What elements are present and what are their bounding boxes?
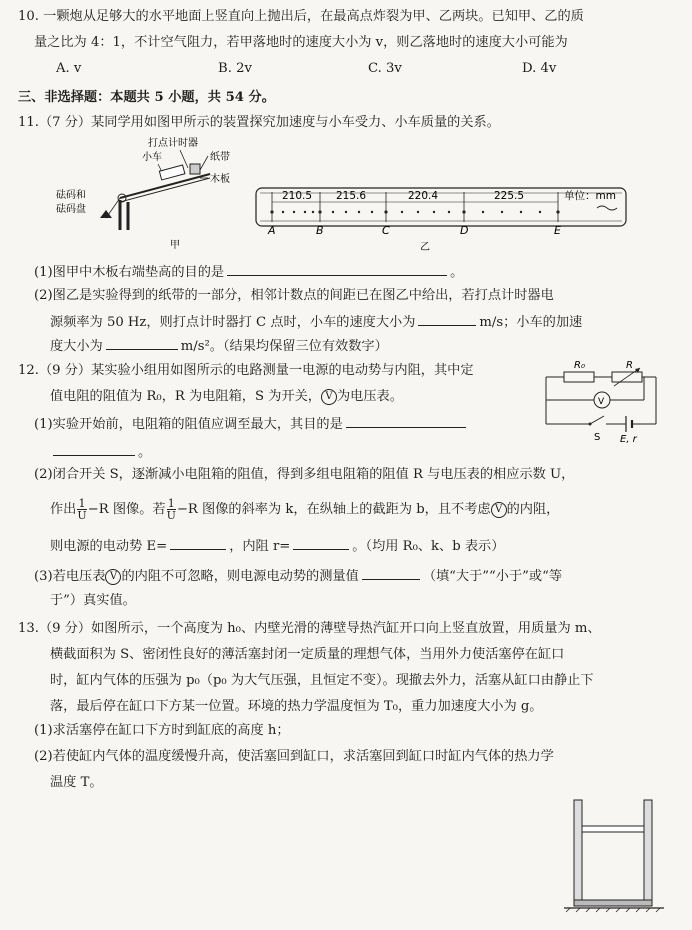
q11-part2-line3a: 度大小为 <box>50 339 103 354</box>
figure-jia <box>50 134 250 254</box>
q10-option-d: D. 4v <box>522 61 557 76</box>
q12-part1-line1 <box>34 414 469 434</box>
q13-part2-line1: (2)若使缸内气体的温度缓慢升高，使活塞回到缸口，求活塞回到缸口时缸内气体的热力学 <box>34 749 554 764</box>
q12-part3-a: (3)若电压表 <box>34 569 106 584</box>
label-tape: 纸带 <box>210 152 230 163</box>
q12-part2-end: 的内阻， <box>506 502 560 517</box>
q10-option-a: A. v <box>56 61 82 76</box>
q11-part2-line2a: 源频率为 50 Hz，则打点计时器打 C 点时，小车的速度大小为 <box>50 315 416 330</box>
unit-label: 单位：mm <box>564 190 616 202</box>
q12-part2-line3-end: 。（均用 R₀、k、b 表示） <box>352 539 505 554</box>
point-a: A <box>268 224 276 237</box>
circuit-r0: R₀ <box>574 360 585 371</box>
q12-part1-line2 <box>50 442 151 462</box>
frac-num: 1 <box>78 497 86 510</box>
distance-de: 225.5 <box>494 190 525 202</box>
q12-part2-mid: −R 图像。若 <box>87 502 166 517</box>
q12-stem-line2b: 为电压表。 <box>336 389 403 404</box>
q12-emf-blank[interactable] <box>170 536 226 550</box>
point-c: C <box>382 224 390 237</box>
circuit-r: R <box>626 360 633 371</box>
label-weights-2: 砝码盘 <box>56 204 86 215</box>
q13-part2-line2: 温度 T。 <box>50 775 103 790</box>
frac-den-2: U <box>166 509 176 522</box>
frac-num-2: 1 <box>167 497 175 510</box>
point-b: B <box>316 224 324 237</box>
caption-yi: 乙 <box>420 242 430 253</box>
q12-part1-end: 。 <box>138 445 152 460</box>
q12-part3-line2: 于”）真实值。 <box>50 593 136 608</box>
point-d: D <box>460 224 469 237</box>
fraction-1-over-u <box>77 498 86 521</box>
q12-resistance-text: ，内阻 r= <box>229 539 291 554</box>
q13-line-3: 时，缸内气体的压强为 p₀（p₀ 为大气压强，且恒定不变）。现撤去外力，活塞从缸口由静止下 <box>50 673 594 688</box>
q11-part2-line2 <box>50 312 582 332</box>
q13-line-4: 落，最后停在缸口下方某一位置。环境的热力学温度恒为 T₀，重力加速度大小为 g。 <box>50 699 543 714</box>
q11-acceleration-blank[interactable] <box>106 336 178 350</box>
frac-den: U <box>77 509 87 522</box>
q11-part1 <box>34 262 463 282</box>
q13-line-2: 横截面积为 S、密闭性良好的薄活塞封闭一定质量的理想气体，当用外力使活塞停在缸口 <box>50 647 565 662</box>
q13-line-1: 13.（9 分）如图所示，一个高度为 h₀、内壁光滑的薄壁导热汽缸开口向上竖直放置，用质量为 m、 <box>18 621 601 636</box>
q12-part1-blank-b[interactable] <box>53 442 135 456</box>
circuit-er: E, r <box>620 434 637 445</box>
q11-stem: 11.（7 分）某同学用如图甲所示的装置探究加速度与小车受力、小车质量的关系。 <box>18 115 500 130</box>
label-board: 木板 <box>210 174 230 185</box>
distance-bc: 215.6 <box>336 190 367 202</box>
q12-part2-rest: −R 图像的斜率为 k，在纵轴上的截距为 b，且不考虑 <box>176 502 491 517</box>
q13-part1: (1)求活塞停在缸口下方时到缸底的高度 h； <box>34 723 290 738</box>
q11-part2-line3 <box>50 336 388 356</box>
circuit-diagram <box>540 356 665 446</box>
q12-emf-text: 则电源的电动势 E= <box>50 539 168 554</box>
q11-part1-end: 。 <box>450 265 464 280</box>
label-weights-1: 砝码和 <box>56 190 86 201</box>
distance-cd: 220.4 <box>408 190 439 202</box>
q11-part2-line2b: m/s；小车的加速 <box>479 315 583 330</box>
q12-part2-line3 <box>50 536 504 556</box>
q11-part1-text: (1)图甲中木板右端垫高的目的是 <box>34 265 225 280</box>
q11-part2-line3b: m/s²。（结果均保留三位有效数字） <box>180 339 388 354</box>
q12-resistance-blank[interactable] <box>293 536 349 550</box>
label-timer: 打点计时器 <box>148 138 198 149</box>
section-heading: 三、非选择题：本题共 5 小题，共 54 分。 <box>18 90 275 105</box>
q12-part3-blank[interactable] <box>362 566 420 580</box>
q12-stem-line2a: 值电阻的阻值为 R₀，R 为电阻箱，S 为开关， <box>50 389 321 404</box>
voltmeter-symbol-3: V <box>105 569 121 585</box>
q12-stem-line2 <box>50 388 403 406</box>
caption-jia: 甲 <box>170 240 180 251</box>
q12-part3-line1 <box>34 566 562 586</box>
q11-velocity-blank[interactable] <box>418 312 476 326</box>
q10-option-b: B. 2v <box>218 61 252 76</box>
q10-stem-line2: 量之比为 4：1，不计空气阻力，若甲落地时的速度大小为 v，则乙落地时的速度大小可能为 <box>34 35 568 50</box>
figure-yi <box>252 180 634 255</box>
circuit-v: V <box>598 397 605 407</box>
q12-part1-blank-a[interactable] <box>346 414 466 428</box>
q12-part1-text: (1)实验开始前，电阻箱的阻值应调至最大，其目的是 <box>34 417 343 432</box>
q12-stem-line1: 12.（9 分）某实验小组用如图所示的电路测量一电源的电动势与内阻，其中定 <box>18 363 474 378</box>
distance-ab: 210.5 <box>282 190 313 202</box>
cylinder-diagram <box>560 790 670 915</box>
voltmeter-symbol: V <box>321 389 337 405</box>
voltmeter-symbol-2: V <box>491 502 507 518</box>
label-car: 小车 <box>142 152 162 163</box>
circuit-s: S <box>594 432 601 443</box>
q12-part2-line1: (2)闭合开关 S，逐渐减小电阻箱的阻值，得到多组电阻箱的阻值 R 与电压表的相应示数 U， <box>34 467 575 482</box>
q12-part3-b: 的内阻不可忽略，则电源电动势的测量值 <box>121 569 359 584</box>
q10-option-c: C. 3v <box>368 61 402 76</box>
q12-part2-line2 <box>50 498 559 521</box>
q12-part3-c: （填“大于”“小于”或“等 <box>422 569 563 584</box>
q10-stem-line1: 10. 一颗炮从足够大的水平地面上竖直向上抛出后，在最高点炸裂为甲、乙两块。已知甲、乙的质 <box>18 9 584 24</box>
q11-part2-line1: (2)图乙是实验得到的纸带的一部分，相邻计数点的间距已在图乙中给出，若打点计时器电 <box>34 288 554 303</box>
q11-part1-blank[interactable] <box>227 262 447 276</box>
q12-part2-zuochu: 作出 <box>50 502 77 517</box>
point-e: E <box>554 224 561 237</box>
fraction-1-over-u-2 <box>167 498 176 521</box>
